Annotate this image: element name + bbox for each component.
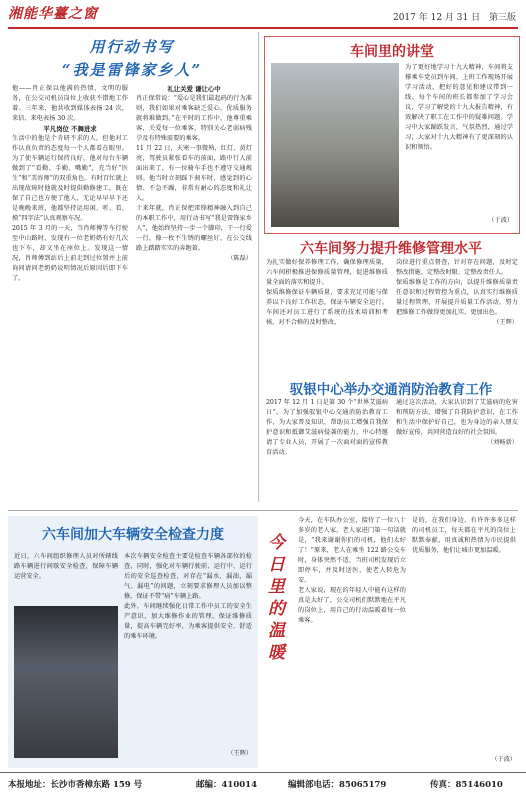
article-5-col2: [124, 552, 252, 744]
article-3-col2: [396, 258, 518, 358]
article-5-title: 六车间加大车辆安全检查力度: [42, 527, 224, 543]
article-4-title: 驭银中心举办交通消防治教育工作: [289, 382, 493, 398]
footer-tel: 编辑部电话：85065179: [288, 780, 387, 790]
article-5-box: [8, 516, 258, 768]
article-1-title-line2: “我是雷锋家乡人”: [61, 61, 203, 79]
article-1: [12, 36, 252, 80]
page-header: [0, 0, 526, 30]
article-3-author: （王辉）: [493, 319, 518, 326]
article-5-body-2: 本次车辆安全检查主要是检查车辆各部位的检查，同时，强化对车辆行驶前、运行中、运行后的安全巡查检查，对存在“漏水、漏油、漏气、漏电”的问题，立刻要求修理人员加以整修，保证不带“病”车辆上路。: [124, 553, 252, 600]
article-1-body-4: 11 月 22 日，天寒一事微熟，红灯、黄灯亮，驾驶员紧张看车的前面，路中行人前面出来了，有一位骑车手也不遵守交通规则。他当时立刻踩下刹车时，感觉到的心情、不急不躁，非常有耐心的态度和礼让人。: [136, 145, 252, 202]
article-5-body-3: 此外，车间继续强化日常工作中员工的安全生产意识，加大维修作业的管理，保证维修质量，提高车辆完好率，为乘客提供安全、舒适的乘车环境。: [124, 603, 252, 640]
issue-date: [393, 10, 516, 23]
article-2-title: 车间里的讲堂: [350, 44, 434, 60]
article-6: [264, 516, 518, 768]
article-2-body: 为了更好地学习十九大精神，车间将支撑乘车党员到车间、上班工作现场开展学习活动，把好的意见和建议带到一线。每个车间的班长都参加了学习会议，学习了解党的十九大报告精神，有效解决了职工在工作中的疑难问题。学习中大家踊跃发言，气氛热烈，通过学习，大家对十九大精神有了更深刻的认识和领悟。: [405, 64, 513, 151]
mid-divider: [8, 510, 518, 511]
article-1-col1: [12, 84, 128, 504]
article-6-body-2: 老人家说，现在的年轻人中能有这样的真是太好了，公交司机们默默地在平凡的岗位上，用自己的行动温暖着每一位乘客。: [298, 587, 406, 624]
article-6-col2: 是的，在我们身边，有许许多多这样的司机员工，每天都在平凡的岗位上默默奉献，用真诚和热情为市民提供优质服务，他们让城市更加温暖。: [412, 517, 516, 554]
column-divider: [258, 32, 259, 502]
article-2-author: （于波）: [488, 217, 513, 224]
footer-fax: 传真：85146010: [430, 780, 503, 790]
article-1-body-1: 生活中的他是个肯研不求的人，但他对工作认真负责的态度每一个人都看在眼里。为了使车辆运行保持良好，他对每台车辆做到了“看勤、手勤、嘴勤”，充当好“医生”和“美容师”的双重角色。有时百忙就上出现故障时他就及时提供勤修建工，既在保了自己也方便了他人，无论早早早下还是晚晚来班，他都坚持运用闲、听、看、摸“四字法”认真观察车况。: [12, 135, 128, 222]
article-3-title: 六车间努力提升维修管理水平: [300, 241, 482, 257]
article-1-body-3: 肖正保常说：“爱心是我们最起码的行为准则，我们如果对乘客缺乏爱心，优质服务就将难做到。”在平时的工作中，他尊重乘客，关爱每一位乘客，特别关心老弱病残孕及有特殊需要的乘客。: [136, 95, 252, 142]
date-text: 2017 年 12 月 31 日: [392, 13, 481, 23]
article-6-col1: [298, 516, 406, 766]
footer-zip: 邮编：410014: [196, 780, 257, 790]
article-5-body-1: 近日，六车间组织修理人员对所辖线路车辆进行间歇安全检查，保障车辆运营安全。: [14, 553, 118, 580]
footer-address: 本报地址：长沙市香樟东路 159 号: [8, 780, 143, 790]
page-number: 第三版: [488, 13, 516, 23]
article-1-subhead-1: 平凡岗位 不舞进求: [43, 125, 97, 133]
masthead-logo: 湘能华薹之窗: [8, 6, 98, 22]
article-6-title: 今日里的温暖: [268, 533, 285, 663]
article-3-body-2: 保质维修保证车辆质量，要求充足可能与保养以下良好工作状态，保证车辆安全运行。车间还对员工进行了系统的技术培训和考核，对不合格的及时整改。: [266, 289, 388, 326]
article-1-intro: 他——肖正保以他满的热情、文明的服务，在公交司机员岗位上收获不错地工作着。三年来，他共收到媒体表扬 24 次，来信、来电表扬 30 次。: [12, 85, 128, 122]
page-footer: [0, 772, 526, 794]
article-4-col2: [396, 398, 518, 508]
lecture-photo: [271, 63, 399, 227]
article-1-body-5: 十来年就，肖正保把雷锋精神融入到自己的本职工作中，用行动书写“我是雷锋家乡人”，他始终坚持一步一个脚印，干一行爱一行，像一枚不生锈的螺丝钉，在公交线路上踏踏实实的奔跑着。: [136, 205, 252, 252]
inspection-photo: [14, 606, 118, 758]
article-1-subhead-2: 礼让关爱 谦让心中: [167, 85, 221, 93]
article-4-col1: 2017 年 12 月 1 日是第 30 个“世界艾滋病日”。为了加强驭银中心交通消防治教育工作，为大家普及知识，帮助员工增强自我保护意识和抵御艾滋病侵袭的能力，中心特邀请了专业人员，开展了一次面对面的宣传教育活动。: [266, 399, 388, 456]
article-3-body-1: 为扎实做好保养修理工作，确保修理质量，六车间积极推进保修质量管理，促进维修质量全面的落实和提升。: [266, 259, 388, 286]
article-6-author: （于波）: [491, 756, 516, 763]
article-3-body-4: 保质维修是工作的方向，以提升维修质量责任意识和过程管控为重点，认真实行维修质量过程管理，开展提升质量工作活动，努力把维修工作做得更加扎实、更加出色。: [396, 279, 518, 316]
article-4-body-2: 通过这次活动，大家认识到了艾滋病的危害和预防方法，增强了自我防护意识，在工作和生活中保护好自己，也为身边的亲人朋友做好宣传，共同营造良好的社会氛围。: [396, 399, 518, 436]
article-2-box: [264, 36, 520, 234]
article-1-author: （陈磊）: [227, 255, 252, 262]
article-1-title: 用行动书写: [89, 38, 175, 56]
article-5-author: （王辉）: [227, 750, 252, 757]
article-1-body-2: 2015 年 3 月的一天，当肖师傅等车行驶至中山路时，发现有一位老奶奶有好几次也下车，却又坐在座位上。发现这一情况，肖师傅到站后上前走到过位置并上前询问请问老奶奶说明情况后原因后即下车了。: [12, 225, 128, 282]
header-rule: [8, 27, 518, 29]
article-4-author: （刘畅新）: [487, 439, 518, 446]
article-3-body-3: 岗位进行重点督查，针对存在问题，及时定整改措施、定整改时限、定整改责任人。: [396, 259, 518, 276]
article-3-col1: [266, 258, 388, 358]
article-6-body-1: 今天，在车队办公室，接待了一位八十多岁的老人家，老人家进门第一句话就是，“我来谢谢你们的司机，他们太好了！”原来，老人在乘坐 122 路公交车时，身体突然不适，当班司机发现后立即停车，并及时送医，使老人转危为安。: [298, 517, 406, 584]
article-1-col2: [136, 84, 252, 504]
